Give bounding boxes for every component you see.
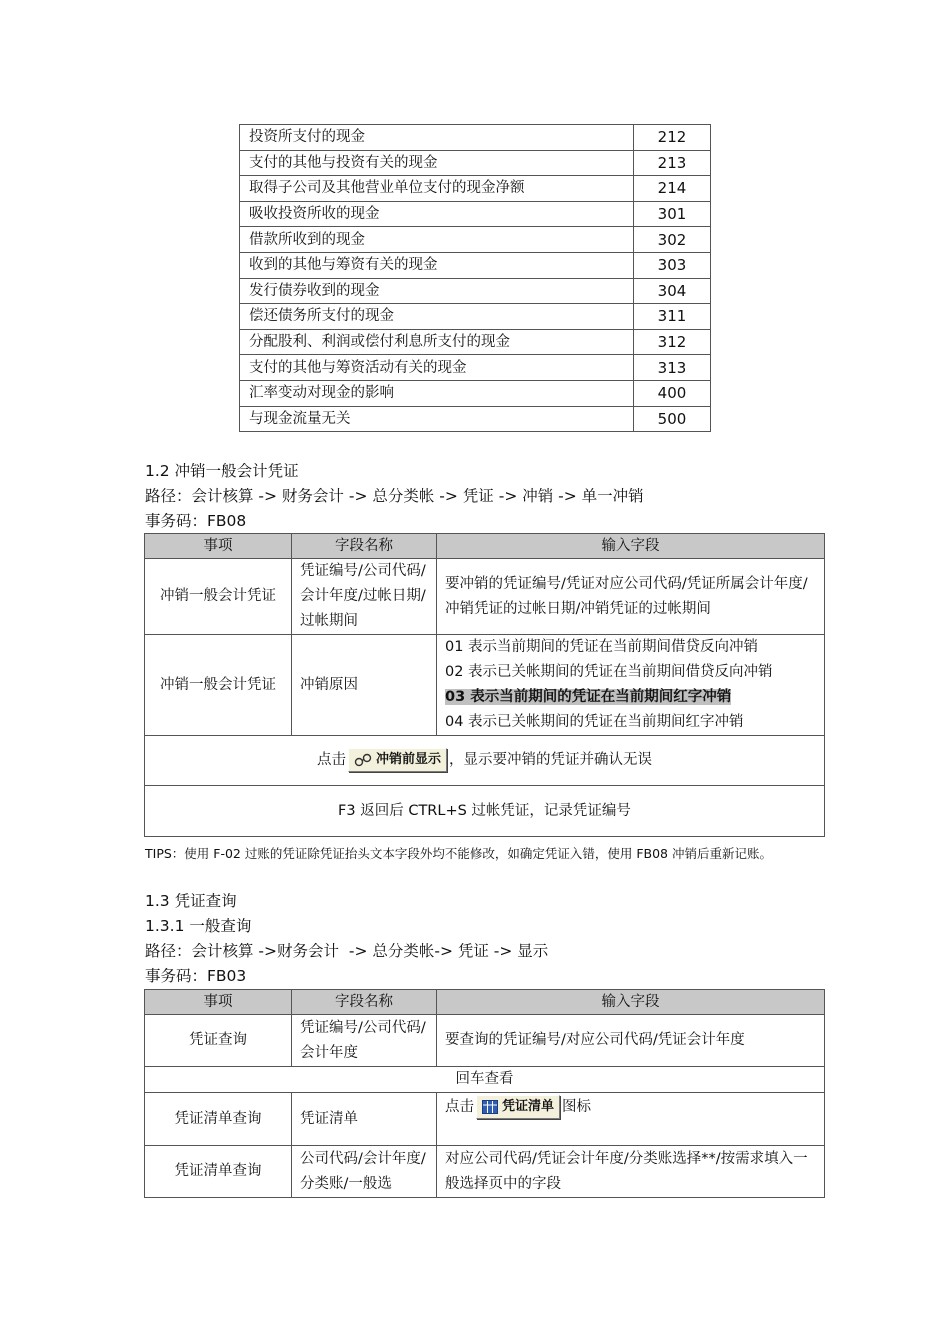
table-row <box>145 635 825 736</box>
table-row <box>240 406 711 432</box>
reason-03-highlighted: 03 表示当前期间的凭证在当前期间红字冲销 <box>445 689 732 705</box>
section-1-2-tcode: 事务码：FB08 <box>145 512 247 530</box>
document-list-button[interactable] <box>476 1095 560 1119</box>
cash-item-label: 汇率变动对现金的影响 <box>240 380 634 406</box>
field-cell: 凭证清单 <box>292 1093 437 1146</box>
cash-item-code: 301 <box>634 201 711 227</box>
cash-item-label: 吸收投资所收的现金 <box>240 201 634 227</box>
field-cell: 凭证编号/公司代码/会计年度 <box>292 1015 437 1067</box>
table-row <box>145 1146 825 1198</box>
cash-item-code: 400 <box>634 380 711 406</box>
cash-item-code: 212 <box>634 125 711 151</box>
table-row <box>240 176 711 202</box>
table-header-row <box>145 534 825 559</box>
reason-list-cell <box>437 635 825 736</box>
cash-item-label: 收到的其他与筹资有关的现金 <box>240 252 634 278</box>
table-row <box>240 355 711 381</box>
item-cell: 凭证查询 <box>145 1015 292 1067</box>
cash-item-code: 312 <box>634 329 711 355</box>
reason-02: 02 表示已关帐期间的凭证在当前期间借贷反向冲销 <box>445 664 773 680</box>
cash-item-label: 支付的其他与筹资活动有关的现金 <box>240 355 634 381</box>
cash-item-code: 303 <box>634 252 711 278</box>
cash-item-label: 偿还债务所支付的现金 <box>240 304 634 330</box>
query-table <box>144 989 825 1198</box>
cash-item-code: 500 <box>634 406 711 432</box>
enter-to-view-cell: 回车查看 <box>145 1067 825 1093</box>
instruction-prefix: 点击 <box>445 1099 474 1115</box>
cash-item-label: 借款所收到的现金 <box>240 227 634 253</box>
tips-note: TIPS：使用 F-02 过账的凭证除凭证抬头文本字段外均不能修改，如确定凭证入错，使用 FB08 冲销后重新记账。 <box>145 846 772 861</box>
input-cell: 要冲销的凭证编号/凭证对应公司代码/凭证所属会计年度/冲销凭证的过帐日期/冲销凭证的过帐期间 <box>437 559 825 635</box>
table-row <box>240 125 711 151</box>
table-row <box>145 1093 825 1146</box>
instruction-prefix: 点击 <box>316 752 346 768</box>
cash-item-label: 支付的其他与投资有关的现金 <box>240 150 634 176</box>
table-row <box>145 1015 825 1067</box>
table-row <box>240 329 711 355</box>
cash-item-label: 分配股利、利润或偿付利息所支付的现金 <box>240 329 634 355</box>
post-instruction-cell: F3 返回后 CTRL+S 过帐凭证，记录凭证编号 <box>145 786 825 837</box>
reversal-table <box>144 533 825 837</box>
cash-item-code: 311 <box>634 304 711 330</box>
section-1-2-heading: 1.2 冲销一般会计凭证 <box>145 462 299 480</box>
table-header-row <box>145 990 825 1015</box>
field-cell: 凭证编号/公司代码/会计年度/过帐日期/过帐期间 <box>292 559 437 635</box>
cash-item-label: 与现金流量无关 <box>240 406 634 432</box>
cash-item-code: 213 <box>634 150 711 176</box>
header-field: 字段名称 <box>292 990 437 1015</box>
input-cell <box>437 1093 825 1146</box>
header-item: 事项 <box>145 990 292 1015</box>
section-1-3-heading: 1.3 凭证查询 <box>145 892 237 910</box>
input-cell: 要查询的凭证编号/对应公司代码/凭证会计年度 <box>437 1015 825 1067</box>
table-row <box>145 559 825 635</box>
grid-icon <box>482 1100 498 1114</box>
button-label: 凭证清单 <box>502 1099 555 1114</box>
table-row <box>240 252 711 278</box>
section-1-3-path: 路径：会计核算 ->财务会计 -> 总分类帐-> 凭证 -> 显示 <box>145 942 549 960</box>
input-cell: 对应公司代码/凭证会计年度/分类账选择**/按需求填入一般选择页中的字段 <box>437 1146 825 1198</box>
reason-04: 04 表示已关帐期间的凭证在当前期间红字冲销 <box>445 714 744 730</box>
cash-item-code: 214 <box>634 176 711 202</box>
header-field: 字段名称 <box>292 534 437 559</box>
instruction-cell <box>145 736 825 786</box>
cash-item-code: 302 <box>634 227 711 253</box>
table-row <box>240 278 711 304</box>
table-row <box>145 786 825 837</box>
cash-item-code: 313 <box>634 355 711 381</box>
section-1-3-tcode: 事务码：FB03 <box>145 967 247 985</box>
item-cell: 冲销一般会计凭证 <box>145 635 292 736</box>
button-label: 冲销前显示 <box>375 752 441 767</box>
cash-item-code: 304 <box>634 278 711 304</box>
field-cell: 冲销原因 <box>292 635 437 736</box>
item-cell: 凭证清单查询 <box>145 1093 292 1146</box>
field-cell: 公司代码/会计年度/分类账/一般选 <box>292 1146 437 1198</box>
display-before-reversal-button[interactable] <box>348 748 447 772</box>
cash-flow-table-body <box>240 125 711 432</box>
table-row <box>240 380 711 406</box>
cash-item-label: 发行债券收到的现金 <box>240 278 634 304</box>
table-row <box>145 736 825 786</box>
table-row <box>240 201 711 227</box>
reason-01: 01 表示当前期间的凭证在当前期间借贷反向冲销 <box>445 639 759 655</box>
section-1-2-path: 路径：会计核算 -> 财务会计 -> 总分类帐 -> 凭证 -> 冲销 -> 单一冲销 <box>145 487 644 505</box>
instruction-suffix: ，显示要冲销的凭证并确认无误 <box>449 752 652 768</box>
cash-item-label: 投资所支付的现金 <box>240 125 634 151</box>
table-row <box>145 1067 825 1093</box>
instruction-suffix: 图标 <box>562 1099 592 1115</box>
glasses-icon <box>354 753 372 767</box>
cash-flow-code-table <box>239 124 711 432</box>
header-input: 输入字段 <box>437 990 825 1015</box>
item-cell: 凭证清单查询 <box>145 1146 292 1198</box>
cash-item-label: 取得子公司及其他营业单位支付的现金净额 <box>240 176 634 202</box>
table-row <box>240 304 711 330</box>
table-row <box>240 227 711 253</box>
header-item: 事项 <box>145 534 292 559</box>
item-cell: 冲销一般会计凭证 <box>145 559 292 635</box>
section-1-3-1-heading: 1.3.1 一般查询 <box>145 917 252 935</box>
table-row <box>240 150 711 176</box>
header-input: 输入字段 <box>437 534 825 559</box>
